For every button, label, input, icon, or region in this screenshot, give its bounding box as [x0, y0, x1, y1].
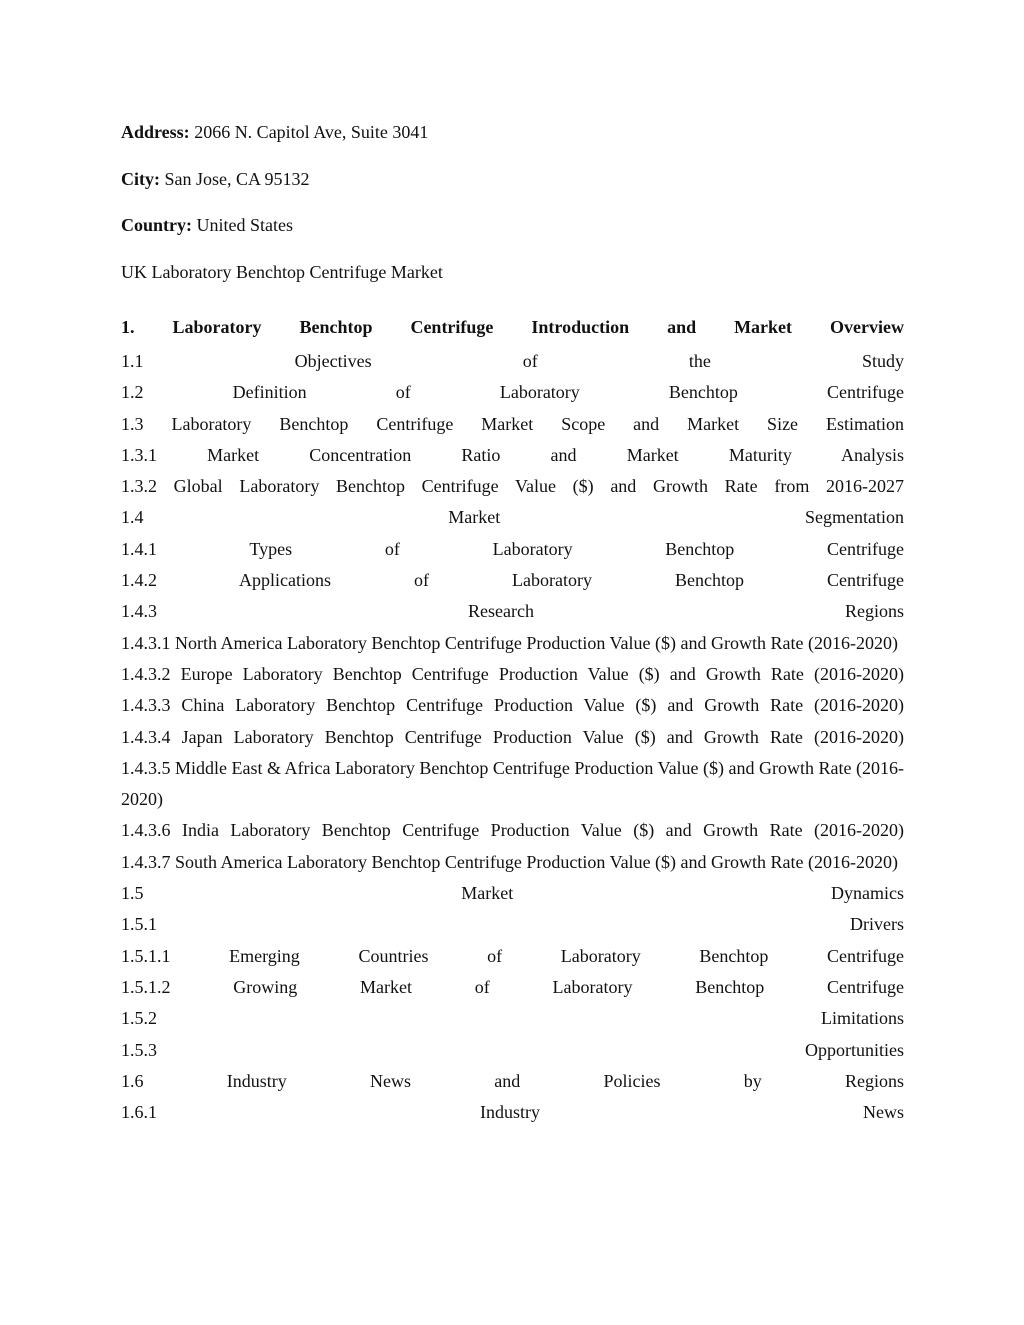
toc-item: 1.4.3 Research Regions — [121, 601, 904, 622]
toc-item: 1.3 Laboratory Benchtop Centrifuge Market Scope and Market Size Estimation — [121, 413, 904, 434]
toc-item: 1.5.1 Drivers — [121, 914, 904, 935]
toc-item: 1.4.3.2 Europe Laboratory Benchtop Centrifuge Production Value ($) and Growth Rate (2016-2020) — [121, 663, 904, 684]
toc-item: 1.6.1 Industry News — [121, 1102, 904, 1123]
toc-item: 1.3.1 Market Concentration Ratio and Market Maturity Analysis — [121, 444, 904, 465]
document-title: UK Laboratory Benchtop Centrifuge Market — [121, 262, 443, 282]
toc-item: 1.4.3.6 India Laboratory Benchtop Centrifuge Production Value ($) and Growth Rate (2016-2020) — [121, 820, 904, 841]
address-line — [121, 120, 428, 144]
toc-item: 1.4.3.3 China Laboratory Benchtop Centrifuge Production Value ($) and Growth Rate (2016-2020) — [121, 695, 904, 716]
toc-item: 1.4.3.7 South America Laboratory Benchtop Centrifuge Production Value ($) and Growth Rate (2016-2020) — [121, 851, 898, 872]
toc-item: 1.4 Market Segmentation — [121, 507, 904, 528]
country-label: Country: — [121, 215, 192, 235]
toc-item: 1.2 Definition of Laboratory Benchtop Centrifuge — [121, 382, 904, 403]
city-line — [121, 167, 310, 191]
toc-item: 1.5 Market Dynamics — [121, 883, 904, 904]
address-label: Address: — [121, 122, 190, 142]
toc-item: 1.3.2 Global Laboratory Benchtop Centrifuge Value ($) and Growth Rate from 2016-2027 — [121, 476, 904, 497]
country-line — [121, 213, 293, 237]
toc-item: 1.5.1.1 Emerging Countries of Laboratory Benchtop Centrifuge — [121, 945, 904, 966]
toc-heading: 1. Laboratory Benchtop Centrifuge Introduction and Market Overview — [121, 317, 904, 337]
city-label: City: — [121, 169, 160, 189]
toc-item: 1.6 Industry News and Policies by Regions — [121, 1070, 904, 1091]
country-value: United States — [192, 215, 293, 235]
toc-item: 1.5.2 Limitations — [121, 1008, 904, 1029]
toc-item: 1.1 Objectives of the Study — [121, 351, 904, 371]
table-of-contents — [121, 315, 904, 1128]
toc-item: 1.4.3.1 North America Laboratory Benchtop Centrifuge Production Value ($) and Growth Rate (2016-2020) — [121, 632, 898, 653]
toc-item: 1.4.1 Types of Laboratory Benchtop Centrifuge — [121, 538, 904, 559]
toc-item: 1.4.3.5 Middle East & Africa Laboratory Benchtop Centrifuge Production Value ($) and Growth Rate (2016-2020) — [121, 757, 904, 810]
city-value: San Jose, CA 95132 — [160, 169, 310, 189]
toc-item: 1.4.3.4 Japan Laboratory Benchtop Centrifuge Production Value ($) and Growth Rate (2016-2020) — [121, 726, 904, 747]
toc-item: 1.5.3 Opportunities — [121, 1039, 904, 1060]
address-value: 2066 N. Capitol Ave, Suite 3041 — [189, 122, 429, 142]
toc-item: 1.5.1.2 Growing Market of Laboratory Benchtop Centrifuge — [121, 976, 904, 997]
toc-item: 1.4.2 Applications of Laboratory Benchtop Centrifuge — [121, 570, 904, 591]
